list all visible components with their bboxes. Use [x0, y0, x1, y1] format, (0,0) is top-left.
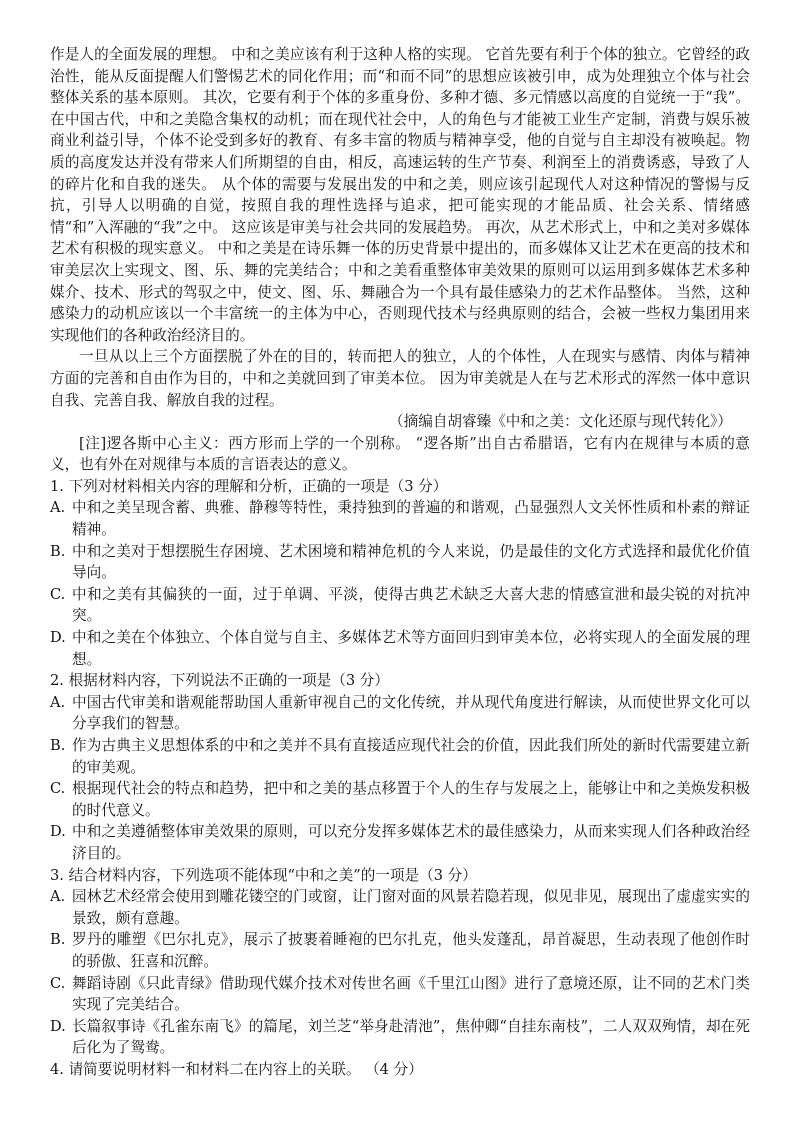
article-paragraph-1: 作是人的全面发展的理想。 中和之美应该有利于这种人格的实现。 它首先要有利于个体的独立。它曾经的政治性，能从反面提醒人们警惕艺术的同化作用；而“和而不同”的思想应该被引申，成为处理独立个体与社会整体关系的基本原则。 其次，它要有利于个体的多重身份、多种才德、多元情感以高度的自觉统一于“我”。 在中国古代，中和之美隐含集权的动机；而在现代社会中，人的角色与才能被工业生产定制，消费与娱乐被商业利益引导，个体不论受到多好的教育、有多丰富的物质与精神享受，他的自觉与自主却没有被唤起。物质的高度发达并没有带来人们所期望的自由，相反，高速运转的生产节奏、利润至上的消费诱惑，导致了人的碎片化和自我的迷失。 从个体的需要与发展出发的中和之美，则应该引起现代人对这种情况的警惕与反抗，引导人以明确的自觉，按照自我的理性选择与追求，把可能实现的才能品质、社会关系、情绪感情“和”入浑融的“我”之中。 这应该是审美与社会共同的发展趋势。 再次，从艺术形式上，中和之美对多媒体艺术有积极的现实意义。 中和之美是在诗乐舞一体的历史背景中提出的，而多媒体又让艺术在更高的技术和审美层次上实现文、图、乐、舞的完美结合；中和之美看重整体审美效果的原则可以运用到多媒体艺术多种媒介、技术、形式的驾驭之中，使文、图、乐、舞融合为一个具有最佳感染力的艺术作品整体。 当然，这种感染力的动机应该以一个丰富统一的主体为中心，否则现代技术与经典原则的结合，会被一些权力集团用来实现他们的各种政治经济目的。 [50, 46, 750, 344]
option-text: 舞蹈诗剧《只此青绿》借助现代媒介技术对传世名画《千里江山图》进行了意境还原，让不同的艺术门类实现了完美结合。 [72, 974, 750, 1014]
option-d [50, 821, 750, 864]
option-label: D. [50, 629, 66, 647]
option-text: 中和之美在个体独立、个体自觉与自主、多媒体艺术等方面回归到审美本位，必将实现人的全面发展的理想。 [72, 629, 750, 668]
option-text: 长篇叙事诗《孔雀东南飞》的篇尾，刘兰芝“举身赴清池”，焦仲卿“自挂东南枝”，二人双双殉情，却在死后化为了鸳鸯。 [72, 1017, 750, 1057]
option-text: 园林艺术经常会使用到雕花镂空的门或窗，让门窗对面的风景若隐若现，似见非见，展现出了虚虚实实的景致，颇有意趣。 [72, 888, 750, 927]
option-text: 中和之美有其偏狭的一面，过于单调、平淡，使得古典艺术缺乏大喜大悲的情感宣泄和最尖锐的对抗冲突。 [72, 585, 750, 625]
option-c [50, 973, 750, 1016]
option-c [50, 584, 750, 627]
option-label: D. [50, 1017, 66, 1035]
option-label: A. [50, 499, 66, 517]
option-label: C. [50, 585, 66, 603]
option-c [50, 778, 750, 821]
question-stem: 4. 请简要说明材料一和材料二在内容上的关联。 （4 分） [50, 1060, 423, 1078]
option-text: 根据现代社会的特点和趋势，把中和之美的基点移置于个人的生存与发展之上，能够让中和之美焕发积极的时代意义。 [72, 780, 750, 819]
option-label: C. [50, 974, 66, 992]
option-a [50, 497, 750, 540]
question-stem: 3. 结合材料内容，下列选项不能体现“中和之美”的一项是（3 分） [50, 866, 477, 884]
question-stem: 2. 根据材料内容，下列说法不正确的一项是（3 分） [50, 672, 389, 690]
option-text: 中国古代审美和谐观能帮助国人重新审视自己的文化传统，并从现代角度进行解读，从而使世界文化可以分享我们的智慧。 [72, 693, 750, 733]
option-label: B. [50, 542, 66, 560]
article-paragraph-2: 一旦从以上三个方面摆脱了外在的目的，转而把人的独立，人的个体性，人在现实与感情、肉体与精神方面的完善和自由作为目的，中和之美就回到了审美本位。 因为审美就是人在与艺术形式的浑然一体中意识自我、完善自我、解放自我的过程。 [50, 348, 750, 409]
option-label: A. [50, 888, 66, 906]
option-text: 中和之美遵循整体审美效果的原则，可以充分发挥多媒体艺术的最佳感染力，从而来实现人们各种政治经济目的。 [72, 823, 750, 862]
article-note: [注]逻各斯中心主义：西方形而上学的一个别称。 “逻各斯”出自古希腊语，它有内在规律与本质的意义，也有外在对规律与本质的言语表达的意义。 [50, 434, 750, 474]
article-source: （摘编自胡睿臻《中和之美：文化还原与现代转化》） [389, 413, 732, 431]
option-label: D. [50, 823, 66, 841]
question-stem: 1. 下列对材料相关内容的理解和分析，正确的一项是（3 分） [50, 477, 448, 495]
question-3 [50, 865, 750, 1059]
option-label: B. [50, 931, 66, 949]
option-label: B. [50, 737, 66, 754]
option-d [50, 627, 750, 670]
question-2 [50, 670, 750, 864]
option-text: 中和之美呈现含蓄、典雅、静穆等特性，秉持独到的普遍的和谐观，凸显强烈人文关怀性质和朴素的辩证精神。 [72, 499, 750, 539]
option-text: 罗丹的雕塑《巴尔扎克》，展示了披裹着睡袍的巴尔扎克，他头发蓬乱，昂首凝思，生动表现了他创作时的骄傲、狂喜和沉醉。 [72, 931, 750, 970]
option-text: 中和之美对于想摆脱生存困境、艺术困境和精神危机的今人来说，仍是最佳的文化方式选择和最优化价值导向。 [72, 542, 750, 582]
option-d [50, 1016, 750, 1059]
option-text: 作为古典主义思想体系的中和之美并不具有直接适应现代社会的价值，因此我们所处的新时代需要建立新的审美观。 [72, 737, 750, 776]
option-a [50, 886, 750, 929]
option-label: C. [50, 780, 66, 798]
question-4 [50, 1059, 750, 1081]
option-a [50, 692, 750, 735]
option-label: A. [50, 693, 66, 711]
option-b [50, 541, 750, 584]
option-b [50, 929, 750, 972]
question-1 [50, 476, 750, 670]
option-b [50, 735, 750, 778]
